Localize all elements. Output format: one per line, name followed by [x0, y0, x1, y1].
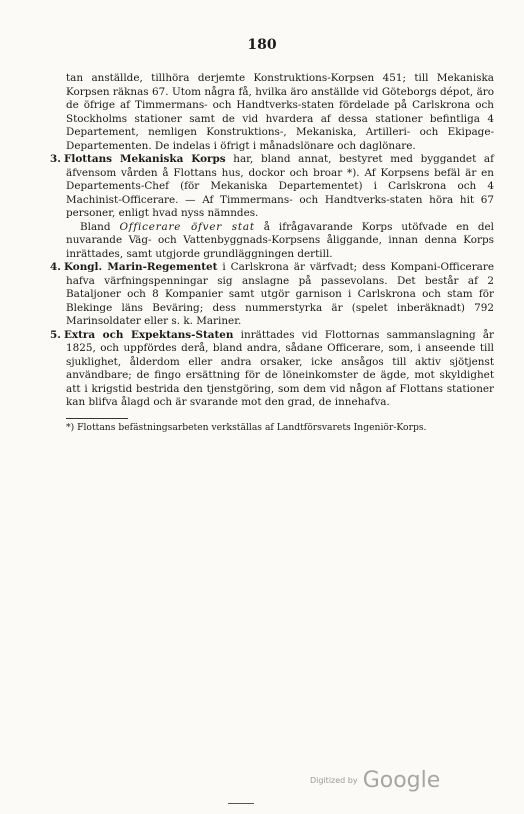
google-logo: Google: [362, 768, 441, 793]
footnote: *) Flottans befästningsarbeten verkställas af Landtförsvarets Ingeniör-Korps.: [66, 421, 427, 433]
page-body: [50, 72, 494, 434]
section-3-paragraph: [50, 153, 494, 221]
section-heading: Flottans Mekaniska Korps: [64, 153, 226, 165]
paragraph-text: å ifrågavarande Korps utöfvade en del nuvarande Väg- och Vattenbyggnads-Korpsens åliggande, innan denna Korps inrättades, samt utgjorde grundläggningen dertill.: [66, 220, 494, 260]
section-4-paragraph: [50, 261, 494, 329]
section-number: 4.: [50, 261, 61, 273]
intro-paragraph: tan anställde, tillhöra derjemte Konstruktions-Korpsen 451; till Mekaniska Korpsen räknas 67. Utom några få, hvilka äro anställde vid Göteborgs dépot, äro de öfrige af Timmermans- och Handtverks-staten fördelade på Carlskrona och Stockholms stationer samt de vid hvardera af dessa stationer befintliga 4 Departement, nemligen Konstruktions-, Mekaniska, Artilleri- och Ekipage-Departementen. De indelas i öfrigt i månadslönare och daglönare.: [66, 72, 494, 152]
section-heading: Kongl. Marin-Regementet: [64, 261, 218, 273]
paragraph-text: Bland: [80, 220, 120, 233]
section-text: inrättades vid Flottornas sammanslagning år 1825, och uppfördes derå, bland andra, sådane Officerare, som, i anseende till sjuklighet, ålderdom eller andra orsaker, icke ansågos till aktiv sjötjenst användbare; de fingo ersättning för de löneinkomster de ägde, mot skyldighet att i krigstid bestrida den tjenstgöring, som dem vid någon af Flottans stationer kan blifva ålagd och är svarande mot den grad, de innehafva.: [66, 328, 494, 408]
section-5-paragraph: [50, 328, 494, 410]
digitized-watermark: [310, 768, 440, 793]
bottom-divider: [228, 803, 254, 804]
section-heading: Extra och Expektans-Staten: [64, 328, 234, 341]
digitized-prefix: Digitized by: [310, 776, 358, 785]
emphasized-term: Officerare öfver stat: [119, 220, 255, 233]
section-number: 3.: [50, 153, 61, 165]
footnote-rule: [66, 418, 128, 419]
section-text: i Carlskrona är värfvadt; dess Kompani-Officerare hafva värfningspenningar sig anslagne på passevolans. Det består af 2 Bataljoner och 8 Kompanier samt utgör garnison i Carlskrona och stam för Blekinge läns Beväring; dess nummerstyrka är (spelet inberäknadt) 792 Marinsoldater eller s. k. Mariner.: [66, 261, 494, 327]
section-number: 5.: [50, 328, 61, 341]
page-number: 180: [247, 37, 277, 53]
section-text: har, bland annat, bestyret med byggandet af äfvensom vården å Flottans hus, dockor och broar *). Af Korpsens befäl är en Departements-Chef (för Mekaniska Departementet) i Carlskrona och 4 Machinist-Officerare. — Af Timmermans- och Handtverks-staten höra hit 67 personer, enligt hvad nyss nämndes.: [66, 153, 494, 219]
section-3-second-paragraph: [66, 221, 494, 262]
